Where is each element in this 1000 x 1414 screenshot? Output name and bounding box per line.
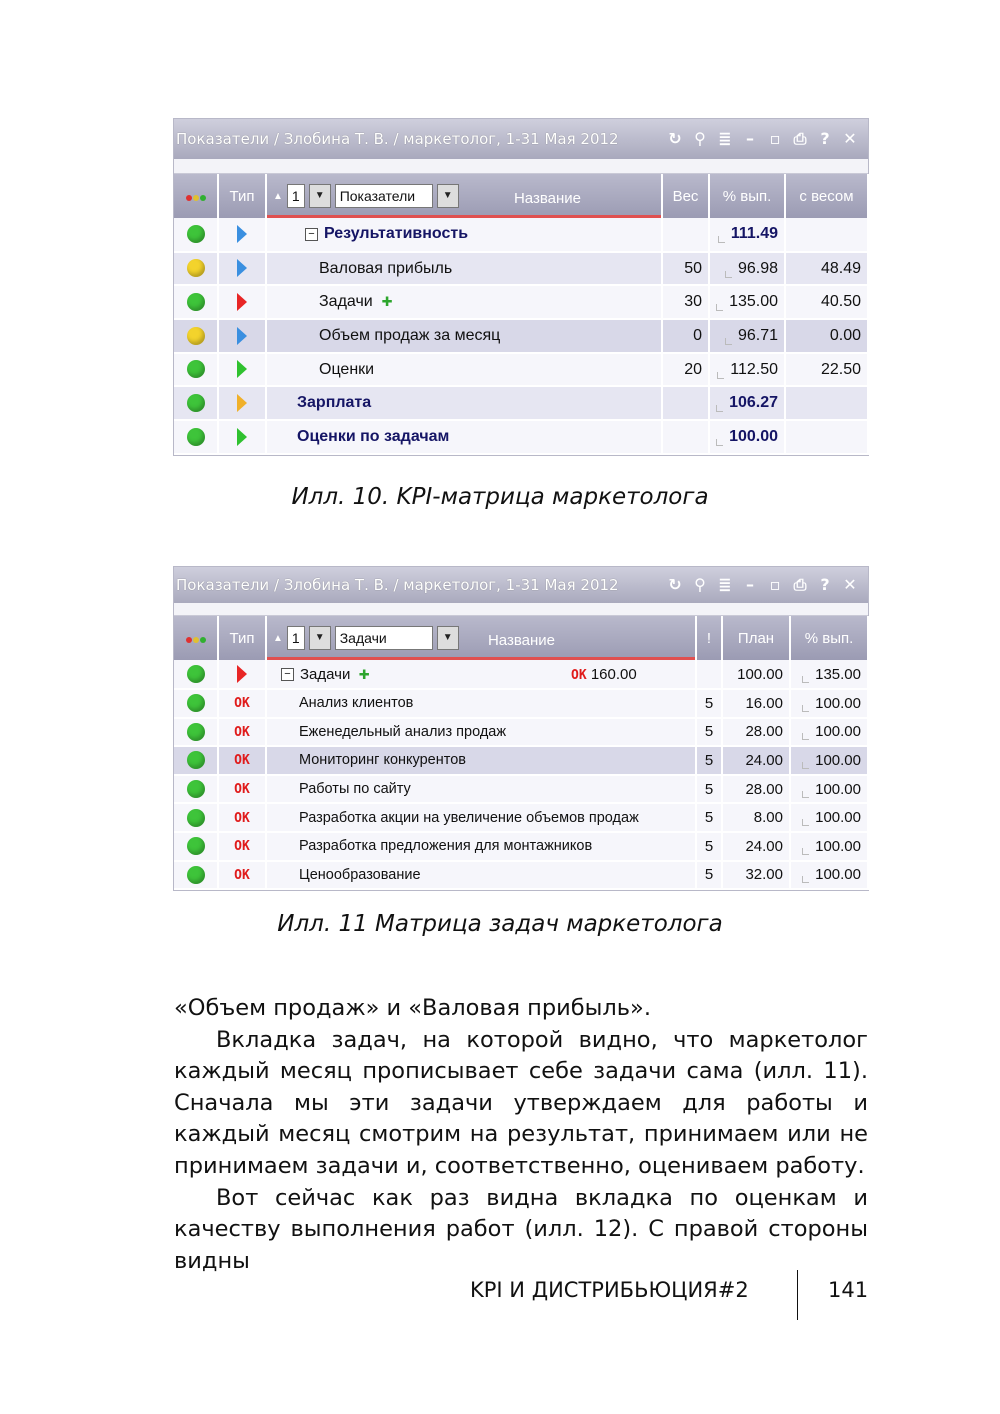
type-cell — [218, 386, 266, 420]
name-cell — [266, 420, 662, 454]
weight-cell — [662, 218, 709, 252]
table-row[interactable] — [174, 689, 868, 718]
weight-column-header[interactable]: Вес — [662, 174, 709, 218]
table-row[interactable] — [174, 386, 868, 420]
type-cell — [218, 353, 266, 387]
table-row[interactable] — [174, 353, 868, 387]
type-flag-icon — [237, 259, 247, 277]
type-column-header[interactable]: Тип — [218, 174, 266, 218]
ok-badge: OK — [234, 724, 250, 740]
priority-cell: 5 — [696, 803, 722, 832]
close-icon[interactable]: ✕ — [843, 575, 857, 594]
body-text — [174, 993, 868, 1277]
type-cell — [218, 420, 266, 454]
indicator-name: Задачи — [319, 293, 373, 311]
status-cell — [174, 353, 218, 387]
task-name-cell: Мониторинг конкурентов — [266, 746, 696, 775]
list-icon[interactable]: ≣ — [718, 575, 732, 594]
indicator-select[interactable]: Показатели — [335, 184, 433, 208]
weighted-cell — [785, 218, 868, 252]
pct-cell — [790, 861, 868, 890]
window-titlebar — [174, 119, 868, 159]
table-row[interactable] — [174, 832, 868, 861]
pct-cell — [709, 252, 785, 286]
weighted-column-header[interactable]: с весом — [785, 174, 868, 218]
traffic-light-icon — [186, 195, 206, 201]
pct-value: 111.49 — [730, 225, 778, 243]
plan-cell: 16.00 — [722, 689, 790, 718]
add-icon[interactable]: ✚ — [381, 294, 393, 310]
status-cell — [174, 218, 218, 252]
status-indicator-icon — [187, 665, 205, 683]
status-cell — [174, 420, 218, 454]
ok-badge: OK — [234, 696, 250, 712]
pct-column-header[interactable]: % вып. — [790, 616, 868, 660]
status-cell — [174, 386, 218, 420]
running-footer-title: KPI И ДИСТРИБЬЮЦИЯ#2 — [470, 1278, 749, 1302]
status-indicator-icon — [187, 809, 205, 827]
pct-value: 100.00 — [815, 866, 861, 884]
indicator-name: Оценки — [319, 360, 375, 378]
type-cell — [218, 718, 266, 747]
sort-up-icon[interactable]: ▲ — [273, 190, 283, 202]
status-indicator-icon — [187, 394, 205, 412]
table-row[interactable] — [174, 861, 868, 890]
pct-value: 100.00 — [815, 723, 861, 741]
status-indicator-icon — [187, 428, 205, 446]
type-flag-icon — [237, 293, 247, 311]
pct-value: 96.98 — [737, 259, 778, 277]
ok-badge: OK — [234, 867, 250, 883]
pct-cell — [790, 689, 868, 718]
chevron-down-icon[interactable]: ▼ — [437, 626, 459, 650]
footer-divider — [797, 1270, 798, 1320]
table-row[interactable] — [174, 285, 868, 319]
add-icon[interactable]: ✚ — [358, 666, 370, 682]
weight-cell: 30 — [662, 285, 709, 319]
priority-cell: 5 — [696, 718, 722, 747]
status-indicator-icon — [187, 751, 205, 769]
status-indicator-icon — [187, 723, 205, 741]
status-column-header — [174, 174, 218, 218]
ok-badge: OK — [571, 667, 587, 683]
status-indicator-icon — [187, 259, 205, 277]
ok-badge: OK — [234, 782, 250, 798]
pct-cell — [709, 386, 785, 420]
task-name-cell: Работы по сайту — [266, 775, 696, 804]
list-icon[interactable]: ≣ — [718, 129, 732, 148]
name-column-header — [266, 616, 696, 660]
status-column-header — [174, 616, 218, 660]
maximize-icon[interactable]: ▫ — [769, 575, 781, 594]
table-row[interactable] — [174, 319, 868, 353]
status-cell — [174, 718, 218, 747]
priority-column-header[interactable]: ! — [696, 616, 722, 660]
collapse-icon[interactable]: − — [281, 668, 294, 681]
status-indicator-icon — [187, 866, 205, 884]
plan-cell: 32.00 — [722, 861, 790, 890]
indicator-select[interactable]: Задачи — [335, 626, 433, 650]
name-cell — [266, 319, 662, 353]
paragraph: «Объем продаж» и «Валовая прибыль». — [174, 995, 651, 1021]
pct-cell — [709, 319, 785, 353]
pct-value: 100.00 — [815, 837, 861, 855]
plan-cell: 28.00 — [722, 775, 790, 804]
type-cell — [218, 746, 266, 775]
pct-cell — [709, 218, 785, 252]
status-indicator-icon — [187, 225, 205, 243]
type-cell — [218, 803, 266, 832]
weight-cell: 20 — [662, 353, 709, 387]
pct-cell — [790, 803, 868, 832]
ok-badge: OK — [234, 839, 250, 855]
type-flag-icon — [237, 327, 247, 345]
type-column-header[interactable]: Тип — [218, 616, 266, 660]
pct-cell — [709, 285, 785, 319]
weight-cell — [662, 420, 709, 454]
status-cell — [174, 803, 218, 832]
table-row[interactable] — [174, 803, 868, 832]
name-header-label[interactable]: Название — [513, 190, 581, 207]
pct-value: 135.00 — [729, 293, 778, 311]
status-indicator-icon — [187, 780, 205, 798]
status-cell — [174, 319, 218, 353]
ok-badge: OK — [234, 753, 250, 769]
indicator-name: Результативность — [324, 225, 469, 243]
plan-cell: 8.00 — [722, 803, 790, 832]
type-flag-icon — [237, 360, 247, 378]
plan-cell: 24.00 — [722, 746, 790, 775]
kpi-table — [174, 174, 869, 455]
indicator-name: Зарплата — [297, 394, 372, 412]
weighted-cell — [785, 386, 868, 420]
type-cell — [218, 218, 266, 252]
weighted-cell: 22.50 — [785, 353, 868, 387]
status-cell — [174, 746, 218, 775]
pct-cell — [790, 832, 868, 861]
priority-cell: 5 — [696, 861, 722, 890]
weighted-cell: 0.00 — [785, 319, 868, 353]
help-icon[interactable]: ? — [820, 129, 830, 148]
indicator-name: Объем продаж за месяц — [319, 326, 501, 344]
paragraph: Вот сейчас как раз видна вкладка по оценкам и качеству выполнения работ (илл. 12). С правой стороны видны — [174, 1184, 868, 1274]
pct-value: 100.00 — [815, 751, 861, 769]
type-cell — [218, 775, 266, 804]
weighted-cell: 40.50 — [785, 285, 868, 319]
pct-cell — [709, 420, 785, 454]
pct-value: 106.27 — [729, 394, 778, 412]
type-cell — [218, 319, 266, 353]
status-indicator-icon — [187, 360, 205, 378]
type-cell — [218, 252, 266, 286]
pct-value: 100.00 — [815, 694, 861, 712]
status-cell — [174, 252, 218, 286]
status-cell — [174, 832, 218, 861]
minimize-icon[interactable]: – — [746, 129, 754, 148]
task-name-cell: Разработка акции на увеличение объемов продаж — [266, 803, 696, 832]
refresh-icon[interactable]: ↻ — [668, 129, 682, 148]
name-cell — [266, 252, 662, 286]
level-field[interactable]: 1 — [287, 184, 305, 208]
window-titlebar — [174, 567, 868, 603]
print-icon[interactable]: ⎙ — [793, 129, 807, 148]
collapse-icon[interactable]: − — [305, 228, 318, 241]
status-indicator-icon — [187, 694, 205, 712]
pct-value: 96.71 — [737, 326, 778, 344]
sort-up-icon[interactable]: ▲ — [273, 632, 283, 644]
chevron-down-icon[interactable]: ▼ — [309, 184, 331, 208]
priority-cell — [696, 660, 722, 689]
status-cell — [174, 775, 218, 804]
task-name-cell: Разработка предложения для монтажников — [266, 832, 696, 861]
name-column-header — [266, 174, 662, 218]
name-cell — [266, 660, 696, 689]
pct-cell — [790, 746, 868, 775]
kpi-matrix-window — [173, 118, 869, 456]
table-row[interactable] — [174, 252, 868, 286]
chevron-down-icon[interactable]: ▼ — [437, 184, 459, 208]
type-flag-icon — [237, 394, 247, 412]
type-cell — [218, 689, 266, 718]
pct-cell — [790, 718, 868, 747]
status-cell — [174, 689, 218, 718]
table-row[interactable] — [174, 718, 868, 747]
status-indicator-icon — [187, 327, 205, 345]
task-name-cell: Ценообразование — [266, 861, 696, 890]
pct-value: 100.00 — [815, 780, 861, 798]
pct-cell — [790, 775, 868, 804]
search-icon[interactable]: ⚲ — [694, 129, 706, 148]
table-row[interactable] — [174, 218, 868, 252]
type-flag-icon — [237, 665, 247, 683]
task-name-cell: Анализ клиентов — [266, 689, 696, 718]
name-cell — [266, 218, 662, 252]
ok-badge: OK — [234, 810, 250, 826]
plan-cell: 24.00 — [722, 832, 790, 861]
weighted-cell — [785, 420, 868, 454]
figure-11-caption: Илл. 11 Матрица задач маркетолога — [277, 911, 723, 937]
task-name-cell: Еженедельный анализ продаж — [266, 718, 696, 747]
window-title: Показатели / Злобина Т. В. / маркетолог, 1-31 Мая 2012 — [176, 576, 619, 594]
status-cell — [174, 285, 218, 319]
traffic-light-icon — [186, 637, 206, 643]
pct-value: 100.00 — [815, 809, 861, 827]
table-row[interactable] — [174, 775, 868, 804]
status-cell — [174, 861, 218, 890]
page-number: 141 — [828, 1278, 869, 1302]
print-icon[interactable]: ⎙ — [793, 575, 807, 594]
chevron-down-icon[interactable]: ▼ — [309, 626, 331, 650]
search-icon[interactable]: ⚲ — [694, 575, 706, 594]
plan-column-header[interactable]: План — [722, 616, 790, 660]
pct-cell — [709, 353, 785, 387]
status-indicator-icon — [187, 293, 205, 311]
plan-cell: 28.00 — [722, 718, 790, 747]
indicator-name: Оценки по задачам — [297, 427, 450, 445]
name-header-label[interactable]: Название — [487, 632, 555, 649]
refresh-icon[interactable]: ↻ — [668, 575, 682, 594]
figure-10-caption: Илл. 10. KPI-матрица маркетолога — [291, 484, 709, 510]
paragraph: Вкладка задач, на которой видно, что маркетолог каждый месяц прописывает себе задачи сама (илл. 11). Сначала мы эти задачи утверждаем для работы и каждый месяц смотрим на результат, принимаем или не принимаем задачи и, соответственно, оцениваем работу. — [174, 1026, 868, 1179]
priority-cell: 5 — [696, 832, 722, 861]
pct-value: 112.50 — [730, 360, 778, 378]
priority-cell: 5 — [696, 746, 722, 775]
plan-cell: 100.00 — [722, 660, 790, 689]
type-cell — [218, 285, 266, 319]
status-indicator-icon — [187, 837, 205, 855]
priority-cell: 5 — [696, 689, 722, 718]
group-name: Задачи — [300, 665, 351, 683]
tasks-table — [174, 616, 869, 890]
close-icon[interactable]: ✕ — [843, 129, 857, 148]
type-cell — [218, 861, 266, 890]
pct-cell — [790, 660, 868, 689]
pct-value: 135.00 — [815, 665, 861, 683]
name-cell — [266, 353, 662, 387]
weight-cell: 50 — [662, 252, 709, 286]
pct-column-header[interactable]: % вып. — [709, 174, 785, 218]
table-row[interactable] — [174, 746, 868, 775]
pct-value: 100.00 — [729, 427, 778, 445]
table-row[interactable] — [174, 420, 868, 454]
status-cell — [174, 660, 218, 689]
type-flag-icon — [237, 428, 247, 446]
priority-cell: 5 — [696, 775, 722, 804]
help-icon[interactable]: ? — [820, 575, 830, 594]
name-cell — [266, 285, 662, 319]
ok-value: 160.00 — [590, 665, 637, 683]
type-cell — [218, 660, 266, 689]
type-cell — [218, 832, 266, 861]
level-field[interactable]: 1 — [287, 626, 305, 650]
indicator-name: Валовая прибыль — [319, 259, 453, 277]
name-cell — [266, 386, 662, 420]
weighted-cell: 48.49 — [785, 252, 868, 286]
maximize-icon[interactable]: ▫ — [769, 129, 781, 148]
tasks-matrix-window — [173, 566, 869, 891]
type-flag-icon — [237, 225, 247, 243]
weight-cell: 0 — [662, 319, 709, 353]
minimize-icon[interactable]: – — [746, 575, 754, 594]
window-title: Показатели / Злобина Т. В. / маркетолог, 1-31 Мая 2012 — [176, 130, 619, 148]
table-row[interactable] — [174, 660, 868, 689]
weight-cell — [662, 386, 709, 420]
